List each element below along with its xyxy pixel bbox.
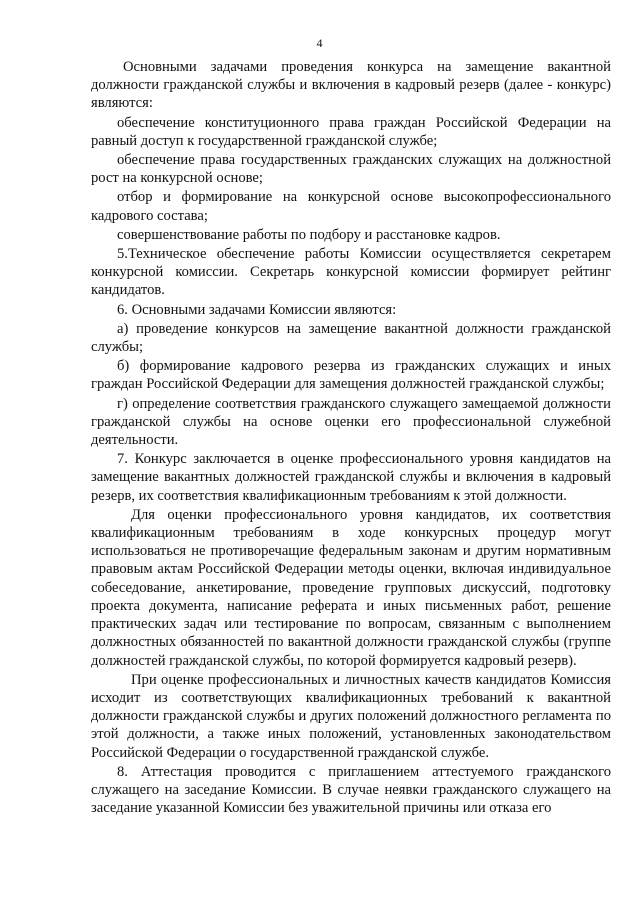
paragraph-item-7: 7. Конкурс заключается в оценке профессионального уровня кандидатов на замещение вакантных должностей гражданской службы и включения в кадровый резерв, их соответствия квалификационным требованиям к этой должности.: [91, 451, 611, 504]
paragraph-competition-objectives: Основными задачами проведения конкурса на замещение вакантной должности гражданской службы и включения в кадровый резерв (далее - конкурс) являются:: [91, 59, 611, 112]
paragraph-qualities-evaluation: При оценке профессиональных и личностных качеств кандидатов Комиссия исходит из соответствующих квалификационных требований к вакантной должности гражданской службы и других положений должностного регламента по этой должности, а также иных положений, установленных законодательством Российской Федерации о государственной гражданской службе.: [91, 671, 611, 761]
page-number: 4: [316, 36, 323, 50]
paragraph-career-growth: обеспечение права государственных гражданских служащих на должностной рост на конкурсной основе;: [91, 152, 611, 187]
paragraph-hr-improvement: совершенствование работы по подбору и расстановке кадров.: [117, 226, 501, 243]
paragraph-staff-selection: отбор и формирование на конкурсной основе высокопрофессионального кадрового состава;: [91, 189, 611, 224]
paragraph-item-6g: г) определение соответствия гражданского служащего замещаемой должности гражданской службы на основе оценки его профессиональной служебной деятельности.: [91, 395, 611, 449]
paragraph-item-8: 8. Аттестация проводится с приглашением аттестуемого гражданского служащего на заседание Комиссии. В случае неявки гражданского служащего на заседание указанной Комиссии без уважительной причины или отказа его: [91, 763, 611, 817]
paragraph-item-6b: б) формирование кадрового резерва из гражданских служащих и иных граждан Российской Федерации для замещения должностей гражданской службы;: [91, 358, 611, 393]
paragraph-item-6a: а) проведение конкурсов на замещение вакантной должности гражданской службы;: [91, 320, 611, 356]
paragraph-assessment-methods: Для оценки профессионального уровня кандидатов, их соответствия квалификационным требованиям в ходе конкурсных процедур могут использоваться не противоречащие федеральным законам и другим нормативным правовым актам Российской Федерации методы оценки, включая индивидуальное собеседование, анкетирование, проведение групповых дискуссий, подготовку проекта документа, написание реферата и иных письменных работ, решение практических задач или тестирование по вопросам, связанным с выполнением должностных обязанностей по вакантной должности гражданской службы (группе должностей гражданской службы, по которой формируется кадровый резерв).: [91, 506, 611, 669]
paragraph-equal-access: обеспечение конституционного права граждан Российской Федерации на равный доступ к государственной гражданской службе;: [91, 114, 611, 149]
document-body: [91, 58, 611, 817]
paragraph-item-5: 5.Техническое обеспечение работы Комиссии осуществляется секретарем конкурсной комиссии. Секретарь конкурсной комиссии формирует рейтинг кандидатов.: [91, 246, 611, 299]
paragraph-item-6: 6. Основными задачами Комиссии являются:: [117, 301, 397, 318]
